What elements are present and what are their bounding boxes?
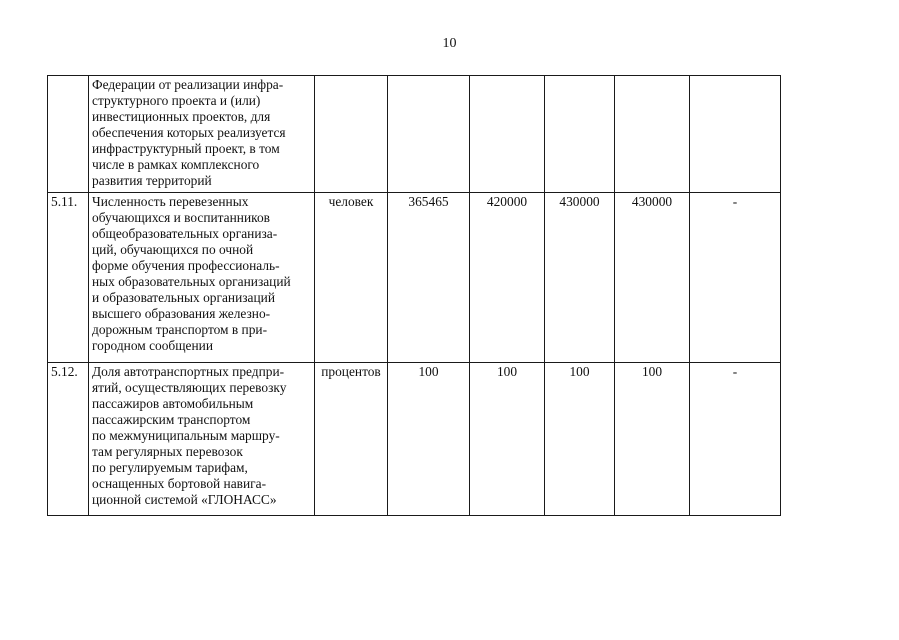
- row-number-cell: 5.11.: [48, 193, 89, 363]
- row-number-cell: [48, 76, 89, 193]
- value-cell: [470, 76, 545, 193]
- value-cell: 100: [388, 363, 470, 516]
- note-cell: -: [690, 363, 781, 516]
- table-row: [48, 363, 781, 516]
- value-cell: 430000: [615, 193, 690, 363]
- value-cell: 100: [470, 363, 545, 516]
- note-cell: [690, 76, 781, 193]
- table-row: [48, 193, 781, 363]
- value-cell: 100: [615, 363, 690, 516]
- page-number: 10: [442, 36, 457, 51]
- value-cell: 430000: [545, 193, 615, 363]
- indicator-name-cell: Численность перевезенных обучающихся и воспитанников общеобразовательных организа- ций, обучающихся по очной форме обучения профессиональ- ных образовательных организаций и образовательных организаций высшего образования железно- дорожным транспортом в при- городном сообщении: [89, 193, 315, 363]
- indicator-name-cell: Доля автотранспортных предпри- ятий, осуществляющих перевозку пассажиров автомобильным пассажирским транспортом по межмуниципальным маршру- там регулярных перевозок по регулируемым тарифам, оснащенных бортовой навига- ционной системой «ГЛОНАСС»: [89, 363, 315, 516]
- unit-cell: процентов: [315, 363, 388, 516]
- note-cell: -: [690, 193, 781, 363]
- value-cell: [545, 76, 615, 193]
- value-cell: 365465: [388, 193, 470, 363]
- value-cell: 100: [545, 363, 615, 516]
- indicator-name-cell: Федерации от реализации инфра- структурного проекта и (или) инвестиционных проектов, для обеспечения которых реализуется инфраструктурный проект, в том числе в рамках комплексного развития территорий: [89, 76, 315, 193]
- table-row: [48, 76, 781, 193]
- value-cell: [615, 76, 690, 193]
- value-cell: [388, 76, 470, 193]
- row-number-cell: 5.12.: [48, 363, 89, 516]
- indicators-table: [47, 75, 781, 516]
- unit-cell: [315, 76, 388, 193]
- unit-cell: человек: [315, 193, 388, 363]
- value-cell: 420000: [470, 193, 545, 363]
